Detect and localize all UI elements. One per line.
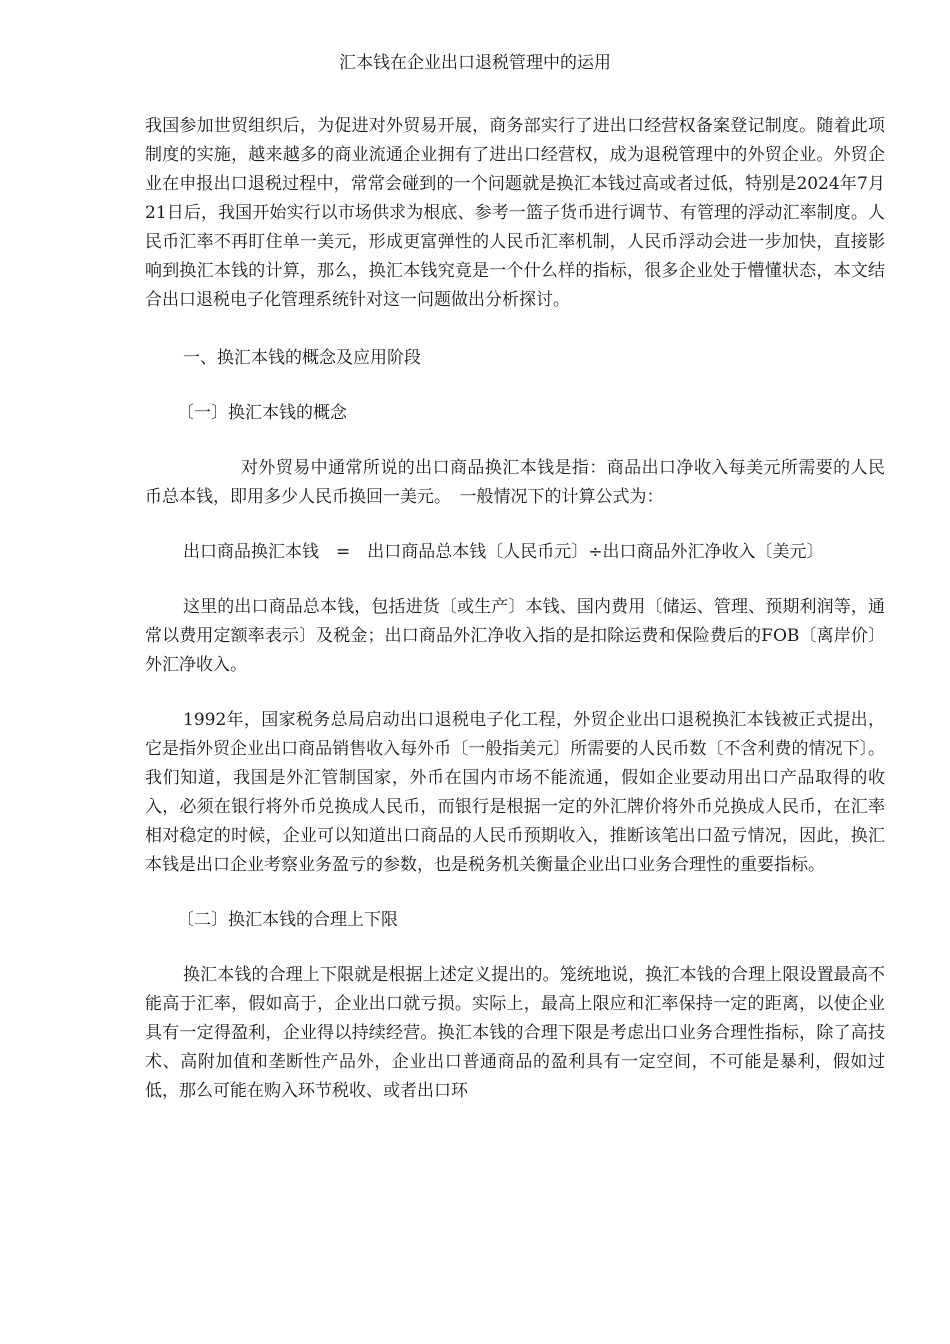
cost-definition-paragraph: 这里的出口商品总本钱，包括进货〔或生产〕本钱、国内费用〔储运、管理、预期利润等，通常以费用定额率表示〕及税金；出口商品外汇净收入指的是扣除运费和保险费后的FOB〔离岸价〕外汇净收入。 <box>145 597 885 675</box>
subsection-heading-1: 〔一〕换汇本钱的概念 <box>177 403 347 423</box>
concept-paragraph: 对外贸易中通常所说的出口商品换汇本钱是指：商品出口净收入每美元所需要的人民币总本钱，即用多少人民币换回一美元。 一般情况下的计算公式为： <box>145 458 885 507</box>
section-heading-1: 一、换汇本钱的概念及应用阶段 <box>183 348 421 368</box>
intro-paragraph: 我国参加世贸组织后，为促进对外贸易开展，商务部实行了进出口经营权备案登记制度。随着此项制度的实施，越来越多的商业流通企业拥有了进出口经营权，成为退税管理中的外贸企业。外贸企业在申报出口退税过程中，常常会碰到的一个问题就是换汇本钱过高或者过低，特别是2024年7月21日后，我国开始实行以市场供求为根底、参考一篮子货币进行调节、有管理的浮动汇率制度。人民币汇率不再盯住单一美元，形成更富弹性的人民币汇率机制，人民币浮动会进一步加快，直接影响到换汇本钱的计算，那么，换汇本钱究竟是一个什么样的指标，很多企业处于懵懂状态，本文结合出口退税电子化管理系统针对这一问题做出分析探讨。 <box>145 116 885 310</box>
document-body <box>145 112 885 1106</box>
subsection-heading-2: 〔二〕换汇本钱的合理上下限 <box>177 910 398 930</box>
document-title: 汇本钱在企业出口退税管理中的运用 <box>339 53 611 73</box>
history-paragraph: 1992年，国家税务总局启动出口退税电子化工程，外贸企业出口退税换汇本钱被正式提出，它是指外贸企业出口商品销售收入每外币〔一般指美元〕所需要的人民币数〔不含利费的情况下〕。我们知道，我国是外汇管制国家，外币在国内市场不能流通，假如企业要动用出口产品取得的收入，必须在银行将外币兑换成人民币，而银行是根据一定的外汇牌价将外币兑换成人民币，在汇率相对稳定的时候，企业可以知道出口商品的人民币预期收入，推断该笔出口盈亏情况，因此，换汇本钱是出口企业考察业务盈亏的参数，也是税务机关衡量企业出口业务合理性的重要指标。 <box>145 710 885 875</box>
limits-paragraph: 换汇本钱的合理上下限就是根据上述定义提出的。笼统地说，换汇本钱的合理上限设置最高不能高于汇率，假如高于，企业出口就亏损。实际上，最高上限应和汇率保持一定的距离，以使企业具有一定得盈利，企业得以持续经营。换汇本钱的合理下限是考虑出口业务合理性指标，除了高技术、高附加值和垄断性产品外，企业出口普通商品的盈利具有一定空间，不可能是暴利，假如过低，那么可能在购入环节税收、或者出口环 <box>145 965 885 1101</box>
formula-paragraph: 出口商品换汇本钱 = 出口商品总本钱〔人民币元〕÷出口商品外汇净收入〔美元〕 <box>183 542 824 562</box>
